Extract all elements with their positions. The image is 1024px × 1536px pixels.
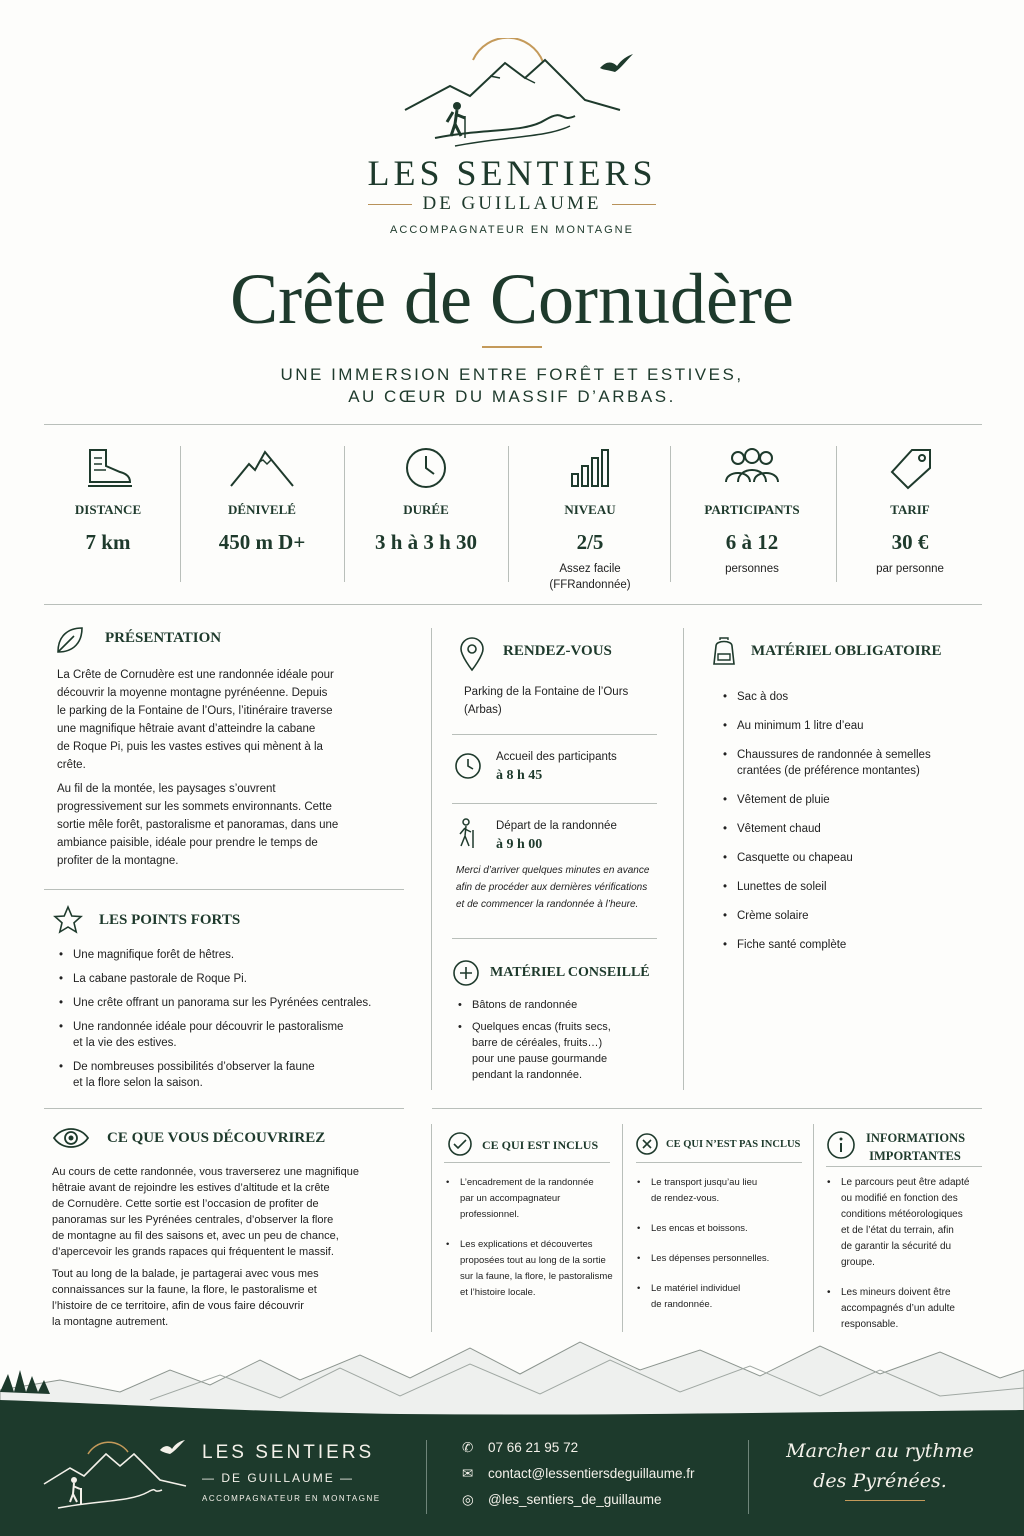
list-item: • Les dépenses personnelles.: [635, 1251, 811, 1267]
mountain-icon: [229, 446, 295, 490]
phone-icon: ✆: [462, 1440, 474, 1455]
section-title-materiel-conseille: MATÉRIEL CONSEILLÉ: [490, 965, 650, 980]
list-item: • Vêtement chaud: [721, 821, 981, 837]
backpack-icon: [710, 636, 738, 668]
list-item: • Les encas et boissons.: [635, 1221, 811, 1237]
divider: [426, 1440, 427, 1514]
footer-logo: [40, 1432, 190, 1512]
presentation-paragraph-1: La Crête de Cornudère est une randonnée idéale pour découvrir la moyenne montagne pyrénéenne. Depuis le parking de la Fontaine de l’Ours, l’itinéraire traverse une magnifique hêtraie avant d’atteindre la cabane de Roque Pi, puis les vastes estives qui mènent à la crête.: [57, 669, 334, 771]
page-title: Crête de Cornudère: [230, 259, 794, 339]
list-item: • Au minimum 1 litre d’eau: [721, 718, 981, 734]
list-item: • Crème solaire: [721, 908, 981, 924]
divider: [44, 604, 982, 605]
accueil-time: à 8 h 45: [496, 768, 543, 783]
instagram-icon: ◎: [462, 1492, 474, 1507]
footer-brand-name-line2: — DE GUILLAUME —: [202, 1471, 355, 1485]
section-title-points-forts: LES POINTS FORTS: [99, 912, 241, 928]
section-title-rendez-vous: RENDEZ-VOUS: [503, 643, 612, 659]
brand-name: LES SENTIERS: [367, 153, 657, 193]
stat-participants: PARTICIPANTS 6 à 12 personnes: [671, 446, 833, 577]
list-item: • L’encadrement de la randonnée par un accompagnateur professionnel.: [444, 1175, 620, 1223]
page-subtitle: UNE IMMERSION ENTRE FORÊT ET ESTIVES, AU CŒUR DU MASSIF D’ARBAS.: [280, 365, 744, 406]
section-title-infos: INFORMATIONS IMPORTANTES: [866, 1131, 966, 1163]
list-item: • Le parcours peut être adapté ou modifié en fonction des conditions météorologiques et de l’état du terrain, afin de garantir la sécurité du groupe.: [825, 1175, 990, 1271]
depart-time: à 9 h 00: [496, 837, 543, 852]
divider: [44, 424, 982, 425]
divider: [622, 1124, 623, 1332]
info-icon: [826, 1130, 856, 1160]
x-circle-icon: [635, 1132, 659, 1156]
section-title-inclus: CE QUI EST INCLUS: [482, 1138, 599, 1152]
divider: [431, 628, 432, 1090]
clock-icon: [402, 446, 450, 490]
list-item: • Le transport jusqu’au lieu de rendez-vous.: [635, 1175, 811, 1207]
list-item: • Chaussures de randonnée à semelles crantées (de préférence montantes): [721, 747, 981, 779]
footer-tagline: ACCOMPAGNATEUR EN MONTAGNE: [202, 1494, 381, 1503]
quote-underline: [845, 1500, 925, 1501]
section-title-presentation: PRÉSENTATION: [105, 630, 222, 646]
level-bars-icon: [566, 446, 614, 490]
divider: [452, 938, 657, 939]
list-item: • La cabane pastorale de Roque Pi.: [57, 971, 417, 987]
list-item: • Les explications et découvertes proposées tout au long de la sortie sur la faune, la flore, le pastoralisme et l’histoire locale.: [444, 1237, 620, 1301]
list-item: • Bâtons de randonnée: [456, 997, 676, 1013]
footer-phone[interactable]: ✆ 07 66 21 95 72: [462, 1440, 579, 1455]
clock-icon: [454, 752, 482, 780]
decouvrirez-paragraph-2: Tout au long de la balade, je partagerai avec vous mes connaissances sur la faune, la flore, le pastoralisme et l’histoire de ce territoire, afin de vous faire découvrir la montagne autrement.: [52, 1268, 319, 1328]
decouvrirez-paragraph-1: Au cours de cette randonnée, vous traverserez une magnifique hêtraie avant de rejoindre les estives d’altitude et la crête de Cornudère. Cette sortie est l’occasion de profiter de panoramas sur les Pyrénées centrales, d’observer la flore de montagne au fil des saisons et, avec un peu de chance, d’apercevoir les grands rapaces qui fréquentent le massif.: [52, 1166, 359, 1258]
footer-brand-name: LES SENTIERS: [202, 1442, 375, 1463]
list-item: • Une crête offrant un panorama sur les Pyrénées centrales.: [57, 995, 417, 1011]
divider: [683, 628, 684, 1090]
list-item: • Lunettes de soleil: [721, 879, 981, 895]
price-tag-icon: [886, 446, 934, 490]
footer-quote: Marcher au rythme des Pyrénées.: [786, 1440, 974, 1492]
rendezvous-place: Parking de la Fontaine de l’Ours (Arbas): [464, 686, 629, 716]
section-title-materiel-obligatoire: MATÉRIEL OBLIGATOIRE: [751, 643, 942, 659]
list-item: • Les mineurs doivent être accompagnés d’un adulte responsable.: [825, 1285, 990, 1333]
list-item: • Une magnifique forêt de hêtres.: [57, 947, 417, 963]
leaf-icon: [54, 624, 86, 656]
list-item: • Fiche santé complète: [721, 937, 981, 953]
divider: [44, 1108, 404, 1109]
divider: [826, 1166, 982, 1167]
mail-icon: ✉: [462, 1466, 474, 1481]
location-pin-icon: [458, 636, 486, 672]
list-item: • Casquette ou chapeau: [721, 850, 981, 866]
brand-tagline: ACCOMPAGNATEUR EN MONTAGNE: [390, 224, 634, 236]
inclus-list: [444, 1175, 620, 1301]
points-forts-list: [57, 947, 417, 1091]
divider: [444, 1162, 610, 1163]
section-title-non-inclus: CE QUI N’EST PAS INCLUS: [666, 1139, 801, 1150]
boot-icon: [80, 446, 136, 490]
divider: [813, 1124, 814, 1332]
stat-tarif: TARIF 30 € par personne: [829, 446, 991, 577]
materiel-obligatoire-list: [721, 689, 981, 953]
star-icon: [52, 904, 84, 936]
brand-name-line2: DE GUILLAUME: [0, 193, 1024, 215]
mountain-range-illustration: [0, 1330, 1024, 1420]
divider: [432, 1108, 982, 1109]
materiel-conseille-list: [456, 997, 676, 1083]
rendezvous-note: Merci d’arriver quelques minutes en avance afin de procéder aux dernières vérifications et de commencer la randonnée à l’heure.: [456, 865, 650, 910]
check-circle-icon: [447, 1131, 473, 1157]
divider: [44, 889, 404, 890]
footer-instagram[interactable]: ◎ @les_sentiers_de_guillaume: [462, 1492, 662, 1507]
infos-list: [825, 1175, 990, 1333]
plus-circle-icon: [452, 959, 480, 987]
brand-logo: [395, 38, 635, 148]
group-icon: [722, 446, 782, 490]
stat-duree: DURÉE 3 h à 3 h 30: [345, 446, 507, 555]
divider: [431, 1124, 432, 1332]
stat-distance: DISTANCE 7 km: [27, 446, 189, 555]
accueil-label: Accueil des participants: [496, 751, 617, 763]
list-item: • De nombreuses possibilités d’observer la faune et la flore selon la saison.: [57, 1059, 417, 1091]
footer: [0, 1416, 1024, 1536]
divider: [748, 1440, 749, 1514]
divider: [452, 803, 657, 804]
divider: [452, 734, 657, 735]
list-item: • Quelques encas (fruits secs, barre de céréales, fruits…) pour une pause gourmande pendant la randonnée.: [456, 1019, 676, 1083]
footer-email[interactable]: ✉ contact@lessentiersdeguillaume.fr: [462, 1466, 695, 1481]
section-title-decouvrirez: CE QUE VOUS DÉCOUVRIREZ: [107, 1130, 326, 1146]
list-item: • Vêtement de pluie: [721, 792, 981, 808]
stat-denivele: DÉNIVELÉ 450 m D+: [181, 446, 343, 555]
presentation-paragraph-2: Au fil de la montée, les paysages s’ouvrent progressivement sur les sommets environnants. Cette sortie mêle forêt, pastoralisme et panoramas, dans une ambiance paisible, idéale pour prendre le temps de profiter de la montagne.: [57, 783, 339, 867]
list-item: • Le matériel individuel de randonnée.: [635, 1281, 811, 1313]
eye-icon: [52, 1126, 90, 1150]
list-item: • Une randonnée idéale pour découvrir le pastoralisme et la vie des estives.: [57, 1019, 417, 1051]
divider: [636, 1162, 802, 1163]
list-item: • Sac à dos: [721, 689, 981, 705]
hiker-icon: [455, 818, 479, 850]
stat-niveau: NIVEAU 2/5 Assez facile (FFRandonnée): [509, 446, 671, 593]
title-divider: [482, 346, 542, 348]
non-inclus-list: [635, 1175, 811, 1313]
depart-label: Départ de la randonnée: [496, 820, 617, 832]
